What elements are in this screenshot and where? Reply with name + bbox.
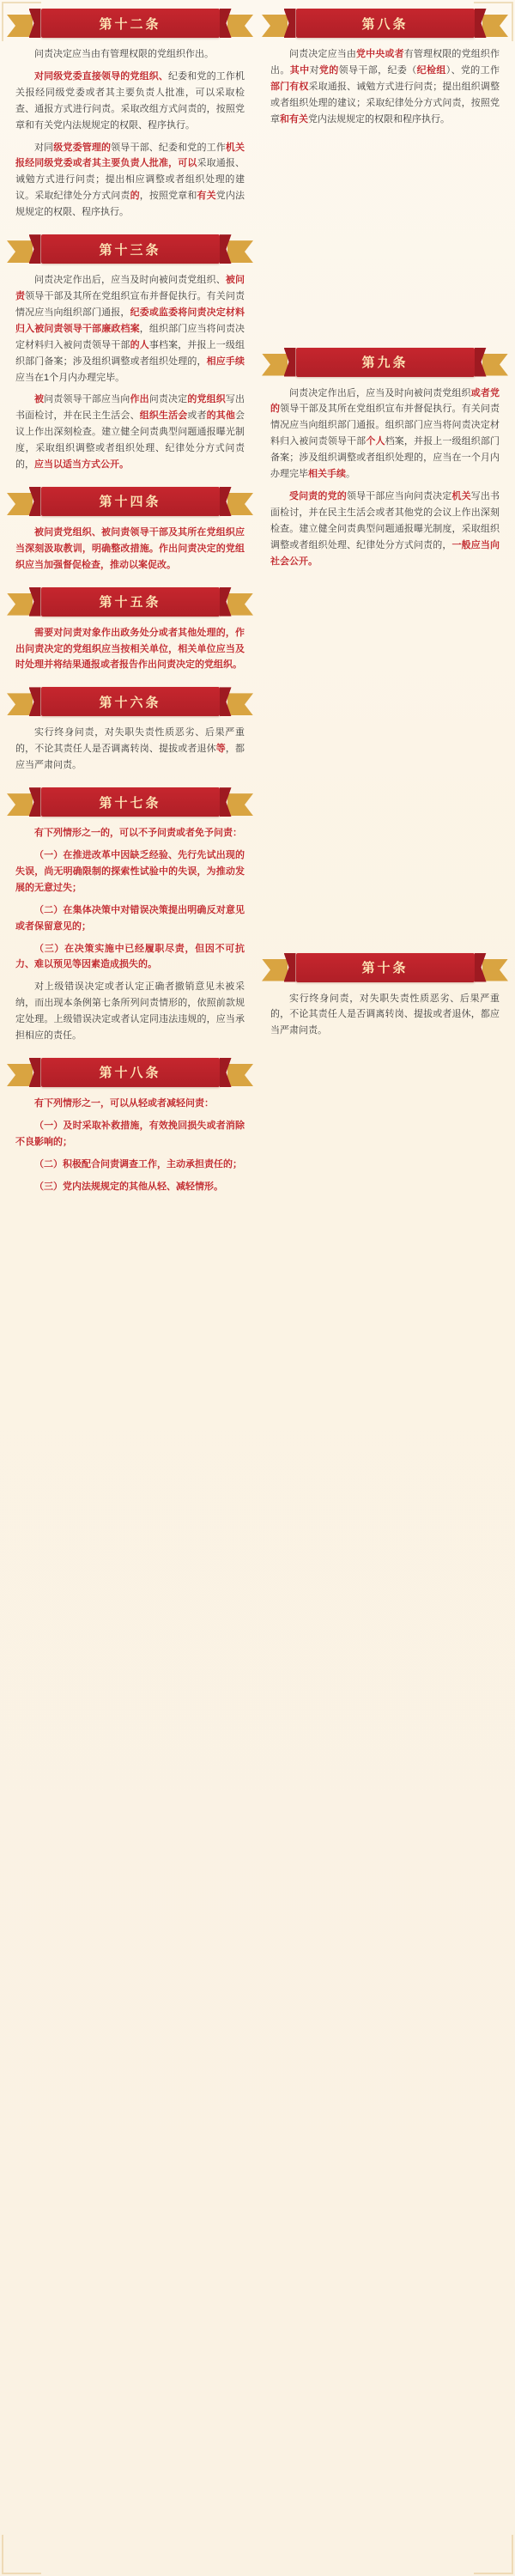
highlighted-text: （三）党内法规规定的其他从轻、减轻情形。 <box>34 1181 223 1192</box>
article-paragraph <box>7 140 253 222</box>
body-text: 。 <box>346 469 355 480</box>
highlighted-text: 部门有权 <box>270 81 309 92</box>
ribbon-tail-right-icon <box>227 15 253 37</box>
highlighted-text: （二）在集体决策中对错误决策提出明确反对意见或者保留意见的； <box>15 904 245 932</box>
highlighted-text: 有下列情形之一，可以从轻或者减轻问责： <box>34 1097 214 1109</box>
body-text: ，组织部门应当将问责决定材料归入被问责领导干部 <box>15 323 245 350</box>
article-section <box>262 9 508 128</box>
ribbon-tail-left-icon <box>262 959 288 981</box>
article-title-text: 第八条 <box>296 9 475 38</box>
body-text: 事档案，并报上一级组织部门备案；涉及组织调整或者组织处理的， <box>15 339 245 367</box>
article-title-text: 第十三条 <box>41 234 220 264</box>
article-title-ribbon <box>262 348 508 377</box>
article-title-text: 第十七条 <box>41 787 220 817</box>
article-section <box>7 1058 253 1195</box>
highlighted-text: 等 <box>215 744 226 755</box>
highlighted-text: 其中 <box>289 64 310 76</box>
article-paragraph <box>7 1118 253 1151</box>
body-text: 或者 <box>187 410 207 422</box>
highlighted-text: 和有关 <box>280 113 308 125</box>
highlighted-text: 受问责的党的 <box>289 490 347 501</box>
highlighted-text: 机关报经同级党委或者其主要负责人批准，可以 <box>15 142 245 169</box>
article-title-ribbon <box>262 953 508 982</box>
article-paragraph <box>7 902 253 935</box>
highlighted-text: （一）及时采取补救措施，有效挽回损失或者消除不良影响的； <box>15 1120 245 1147</box>
highlighted-text: 纪委或监委将问责决定材料归入被问责领导干部 <box>15 307 245 334</box>
highlighted-text: 应当以适当方式公开。 <box>34 459 129 471</box>
article-title-text: 第十八条 <box>41 1058 220 1087</box>
ribbon-tail-left-icon <box>262 15 288 37</box>
article-title-ribbon <box>7 687 253 716</box>
article-paragraph <box>7 625 253 674</box>
article-paragraph <box>262 46 508 128</box>
highlighted-text: 被问责 <box>15 275 245 301</box>
body-text: 党内法规规定的权限和程序执行。 <box>308 113 450 125</box>
ribbon-tail-right-icon <box>482 15 508 37</box>
ribbon-tail-right-icon <box>227 693 253 715</box>
highlighted-text: 廉政档案 <box>101 323 140 334</box>
corner-ornament-bottom-right <box>474 2535 513 2574</box>
article-paragraph <box>7 272 253 386</box>
highlighted-text: 被 <box>34 394 45 405</box>
body-text: 党内法规规定的权限、程序执行。 <box>15 191 245 218</box>
ribbon-tail-left-icon <box>7 693 33 715</box>
body-text: 问责决定应当由有管理权限的党组织作出。 <box>34 49 214 59</box>
body-text: 问责决定 <box>148 394 188 405</box>
highlighted-text: 被问责党组织、被问责领导干部及其所在党组织应当深刻汲取教训，明确整改措施。作出问责决定的党组织应当加强督促检查，推动以案促改。 <box>15 526 245 570</box>
body-text: 领导干部，纪委（ <box>338 64 417 76</box>
ribbon-tail-right-icon <box>482 959 508 981</box>
highlighted-text: 组织生活会 <box>139 410 188 422</box>
article-title-ribbon <box>7 487 253 516</box>
article-section <box>7 9 253 221</box>
article-paragraph <box>262 489 508 570</box>
body-text: 领导干部及其所在党组织宣布并督促执行。有关问责情况应当向组织部门通报， <box>15 290 245 318</box>
body-text: 问责决定应当由 <box>289 49 356 59</box>
article-paragraph <box>262 991 508 1040</box>
highlighted-text: 机关 <box>451 490 471 501</box>
article-section <box>7 687 253 774</box>
body-text: 领导干部及其所在党组织宣布并督促执行。有关问责情况应当向组织部门通报。组织部门应当将问责决定材料归入被问责领导干部 <box>270 404 500 447</box>
body-text: 问责领导干部应当向 <box>44 394 130 405</box>
highlighted-text: 党中央或者 <box>356 49 404 59</box>
corner-ornament-bottom-left <box>2 2535 41 2574</box>
body-text: 写出书面检讨，并在民主生活会或者 <box>270 490 500 518</box>
highlighted-text: 相关手续 <box>308 469 346 480</box>
article-section <box>7 587 253 674</box>
article-paragraph <box>7 979 253 1044</box>
highlighted-text: 级党委管理的 <box>53 142 112 153</box>
right-column <box>262 9 508 1053</box>
article-title-ribbon <box>7 787 253 817</box>
article-paragraph <box>7 1179 253 1195</box>
article-section <box>7 234 253 473</box>
ribbon-tail-right-icon <box>227 793 253 816</box>
ribbon-tail-left-icon <box>7 1064 33 1086</box>
article-title-ribbon <box>7 1058 253 1087</box>
body-text: 问责决定作出后，应当及时向被问责党组织 <box>289 387 471 398</box>
highlighted-text: 的其他 <box>206 410 236 422</box>
article-title-text: 第十条 <box>296 953 475 982</box>
body-text: 实行终身问责，对失职失责性质恶劣、后果严重的，不论其责任人是否调离转岗、提拔或者退休，都应当严肃问责。 <box>270 993 500 1036</box>
body-text: 采取通报、诫勉方式进行问责；提出组织调整或者组织处理的建议；采取纪律处分方式问责，按照党章 <box>270 81 500 125</box>
article-section <box>262 953 508 1040</box>
article-paragraph <box>7 848 253 896</box>
body-text: ）、党的工作 <box>445 64 500 76</box>
body-text: 有管理权限的党组织作出。 <box>270 49 500 76</box>
article-section <box>7 787 253 1044</box>
highlighted-text: 有下列情形之一的，可以不予问责或者免予问责： <box>34 828 242 839</box>
highlighted-text: 相应手续 <box>206 355 245 367</box>
article-title-ribbon <box>7 587 253 617</box>
article-section <box>262 348 508 570</box>
ribbon-tail-left-icon <box>7 15 33 37</box>
highlighted-text: （三）在决策实施中已经履职尽责，但因不可抗力、难以预见等因素造成损失的。 <box>15 943 245 970</box>
highlighted-text: 对同级党委直接领导的党组织、 <box>34 70 168 82</box>
highlighted-text: 或者党的 <box>270 387 500 415</box>
ribbon-tail-right-icon <box>227 493 253 515</box>
ribbon-tail-left-icon <box>262 354 288 376</box>
article-paragraph <box>7 825 253 841</box>
ribbon-tail-left-icon <box>7 793 33 816</box>
highlighted-text: 一般应当向社会公开。 <box>270 539 500 567</box>
body-text: ，按照党章和 <box>139 191 197 202</box>
body-text: 采取通报、诫勉方式进行问责；提出相应调整或者组织处理的建议。采取纪律处分方式问责 <box>15 158 245 202</box>
body-text: 对上级错误决定或者认定正确者撤销意见未被采纳，而出现本条例第七条所列问责情形的，依照前款规定处理。上级错误决定或者认定同违法违规的，应当承担相应的责任。 <box>15 981 245 1042</box>
ribbon-tail-left-icon <box>7 493 33 515</box>
highlighted-text: 的 <box>130 191 140 202</box>
body-text: 对同 <box>34 142 54 153</box>
highlighted-text: 纪检组 <box>416 64 446 76</box>
article-title-text: 第九条 <box>296 348 475 377</box>
highlighted-text: （二）积极配合问责调查工作，主动承担责任的； <box>34 1158 242 1170</box>
highlighted-text: 的人 <box>130 339 149 350</box>
left-column <box>7 9 253 1209</box>
body-text: 对 <box>309 64 319 76</box>
article-paragraph <box>7 46 253 63</box>
ribbon-tail-right-icon <box>482 354 508 376</box>
body-text: ，都应当严肃问责。 <box>15 744 245 771</box>
body-text: 实行终身问责，对失职失责性质恶劣、后果严重的，不论其责任人是否调离转岗、提拔或者退休 <box>15 727 245 755</box>
article-title-text: 第十六条 <box>41 687 220 716</box>
ribbon-tail-left-icon <box>7 240 33 263</box>
highlighted-text: 的党组织 <box>187 394 226 405</box>
article-title-ribbon <box>7 9 253 38</box>
article-paragraph <box>7 69 253 134</box>
article-paragraph <box>262 386 508 483</box>
article-paragraph <box>7 1096 253 1112</box>
article-title-text: 第十四条 <box>41 487 220 516</box>
article-paragraph <box>7 392 253 473</box>
body-text: 档案，并报上一级组织部门备案；涉及组织调整或者组织处理的，应当在一个月内办理完毕 <box>270 436 500 480</box>
article-paragraph <box>7 525 253 574</box>
article-paragraph <box>7 725 253 774</box>
article-title-ribbon <box>262 9 508 38</box>
body-text: 纪委和党的工作机关报经同级党委或者其主要负责人批准，可以采取检查、通报方式进行问责。采取改组方式问责的，按照党章和有关党内法规规定的权限、程序执行。 <box>15 70 245 131</box>
ribbon-tail-left-icon <box>7 593 33 616</box>
highlighted-text: （一）在推进改革中因缺乏经验、先行先试出现的失误，尚无明确限制的探索性试验中的失误，为推动发展的无意过失； <box>15 850 245 893</box>
body-text: 领导干部应当向问责决定 <box>346 490 452 501</box>
article-title-text: 第十五条 <box>41 587 220 617</box>
ribbon-tail-right-icon <box>227 240 253 263</box>
body-text: 其他党的会议上作出深刻检查。建立健全问责典型问题通报曝光制度，采取组织调整或者组织处理、纪律处分方式问责的， <box>270 507 500 550</box>
ribbon-tail-right-icon <box>227 593 253 616</box>
highlighted-text: 个人 <box>366 436 385 447</box>
article-paragraph <box>7 1157 253 1173</box>
body-text: 问责决定作出后，应当及时向被问责党组织、 <box>34 275 226 286</box>
article-paragraph <box>7 941 253 974</box>
article-title-text: 第十二条 <box>41 9 220 38</box>
ribbon-tail-right-icon <box>227 1064 253 1086</box>
article-title-ribbon <box>7 234 253 264</box>
highlighted-text: 有关 <box>197 191 216 202</box>
highlighted-text: 党的 <box>318 64 339 76</box>
article-section <box>7 487 253 574</box>
body-text: 领导干部、纪委和党的工作 <box>111 142 226 153</box>
highlighted-text: 作出 <box>130 394 149 405</box>
body-text: 写出书面检讨，并在民主生活会、 <box>15 394 245 422</box>
two-column-layout <box>0 9 515 1209</box>
body-text: 会议上作出深刻检查。建立健全问责典型问题通报曝光制度，采取组织调整或者组织处理、纪律处分方式问责的， <box>15 410 245 471</box>
highlighted-text: 需要对问责对象作出政务处分或者其他处理的，作出问责决定的党组织应当按相关单位，相关单位应当及时处理并将结果通报或者报告作出问责决定的党组织。 <box>15 627 245 671</box>
body-text: 应当在1个月内办理完毕。 <box>15 372 125 383</box>
